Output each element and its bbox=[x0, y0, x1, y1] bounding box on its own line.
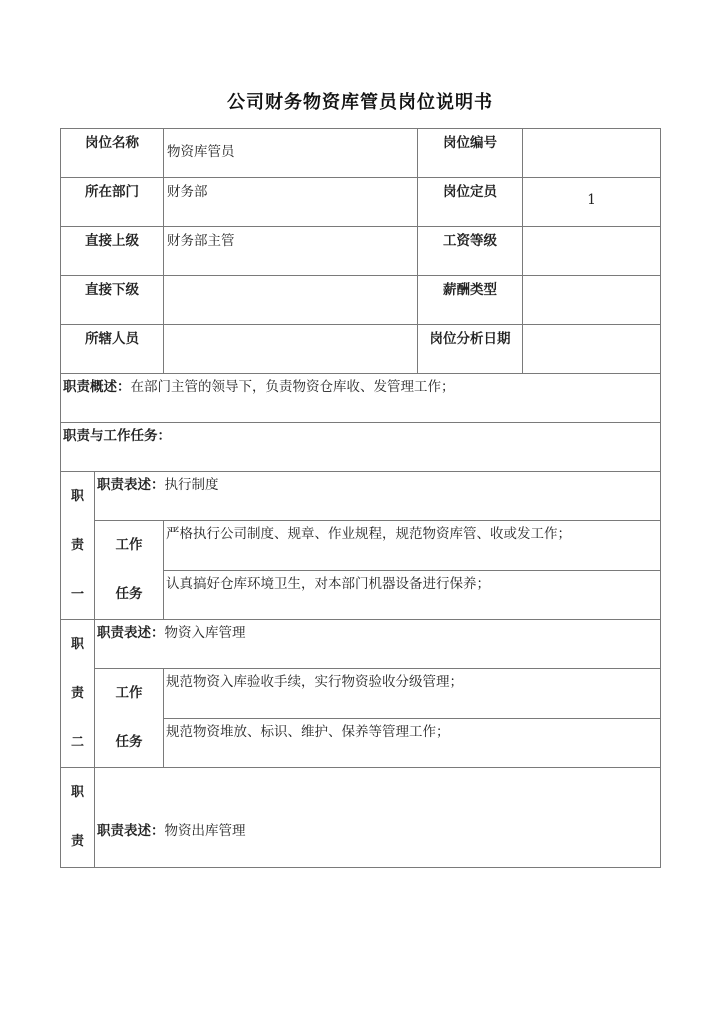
row-overview bbox=[61, 374, 661, 423]
post-code-label: 岗位编号 bbox=[418, 129, 523, 178]
row-post-name bbox=[61, 129, 661, 178]
post-name-value: 物资库管员 bbox=[164, 129, 418, 178]
duty-1-task-1: 严格执行公司制度、规章、作业规程，规范物资库管、收或发工作； bbox=[164, 521, 661, 571]
duty-1-task-row-1 bbox=[61, 521, 661, 571]
overview-label: 职责概述： bbox=[63, 379, 131, 395]
duty-1-desc bbox=[95, 472, 661, 521]
row-staff bbox=[61, 325, 661, 374]
duty-1-task-label bbox=[95, 521, 164, 620]
overview-cell bbox=[61, 374, 661, 423]
duty-3-desc bbox=[95, 768, 661, 868]
duty-2-side-char: 二 bbox=[70, 734, 84, 750]
wage-value bbox=[523, 227, 661, 276]
post-code-value bbox=[523, 129, 661, 178]
duty-1-task-label-1: 工作 bbox=[115, 537, 143, 554]
subordinate-label: 直接下级 bbox=[61, 276, 164, 325]
duty-1-desc-row bbox=[61, 472, 661, 521]
duty-1-side-char: 职 bbox=[70, 488, 84, 504]
headcount-value: 1 bbox=[523, 178, 661, 227]
salary-type-label: 薪酬类型 bbox=[418, 276, 523, 325]
headcount-label: 岗位定员 bbox=[418, 178, 523, 227]
tasks-heading: 职责与工作任务： bbox=[61, 423, 661, 472]
duty-3-side-label bbox=[61, 768, 95, 868]
staff-label: 所辖人员 bbox=[61, 325, 164, 374]
duty-3-side-char: 责 bbox=[70, 834, 84, 850]
duty-2-task-row-1 bbox=[61, 669, 661, 719]
duty-1-side-char: 责 bbox=[70, 537, 84, 553]
superior-label: 直接上级 bbox=[61, 227, 164, 276]
subordinate-value bbox=[164, 276, 418, 325]
analysis-date-value bbox=[523, 325, 661, 374]
superior-value: 财务部主管 bbox=[164, 227, 418, 276]
overview-text: 在部门主管的领导下，负责物资仓库收、发管理工作； bbox=[130, 379, 455, 395]
duty-3-side-char: 职 bbox=[70, 784, 84, 800]
duty-2-side-char: 责 bbox=[70, 685, 84, 701]
duty-2-desc-label: 职责表述： bbox=[97, 625, 165, 641]
row-tasks-heading bbox=[61, 423, 661, 472]
row-department bbox=[61, 178, 661, 227]
analysis-date-label: 岗位分析日期 bbox=[418, 325, 523, 374]
duty-2-task-2: 规范物资堆放、标识、维护、保养等管理工作； bbox=[164, 718, 661, 768]
row-superior bbox=[61, 227, 661, 276]
duty-2-side-label bbox=[61, 620, 95, 768]
document-title: 公司财务物资库管员岗位说明书 bbox=[227, 92, 493, 113]
duty-3-row bbox=[61, 768, 661, 868]
duty-2-desc bbox=[95, 620, 661, 669]
duty-2-task-label-1: 工作 bbox=[115, 685, 143, 702]
post-name-label: 岗位名称 bbox=[61, 129, 164, 178]
row-subordinate bbox=[61, 276, 661, 325]
job-description-table bbox=[60, 128, 661, 868]
duty-2-task-1: 规范物资入库验收手续，实行物资验收分级管理； bbox=[164, 669, 661, 719]
dept-value: 财务部 bbox=[164, 178, 418, 227]
duty-1-task-2: 认真搞好仓库环境卫生，对本部门机器设备进行保养； bbox=[164, 570, 661, 620]
duty-1-task-label-2: 任务 bbox=[115, 586, 143, 603]
duty-1-side-char: 一 bbox=[70, 586, 84, 602]
duty-2-task-label bbox=[95, 669, 164, 768]
duty-2-desc-text: 物资入库管理 bbox=[164, 625, 246, 641]
duty-2-task-label-2: 任务 bbox=[115, 734, 143, 751]
staff-value bbox=[164, 325, 418, 374]
duty-2-side-char: 职 bbox=[70, 636, 84, 652]
duty-1-desc-label: 职责表述： bbox=[97, 477, 165, 493]
duty-2-desc-row bbox=[61, 620, 661, 669]
salary-type-value bbox=[523, 276, 661, 325]
duty-1-desc-text: 执行制度 bbox=[164, 477, 219, 493]
dept-label: 所在部门 bbox=[61, 178, 164, 227]
duty-3-desc-label: 职责表述： bbox=[97, 823, 165, 840]
duty-3-desc-text: 物资出库管理 bbox=[164, 823, 246, 840]
duty-1-side-label bbox=[61, 472, 95, 620]
wage-label: 工资等级 bbox=[418, 227, 523, 276]
